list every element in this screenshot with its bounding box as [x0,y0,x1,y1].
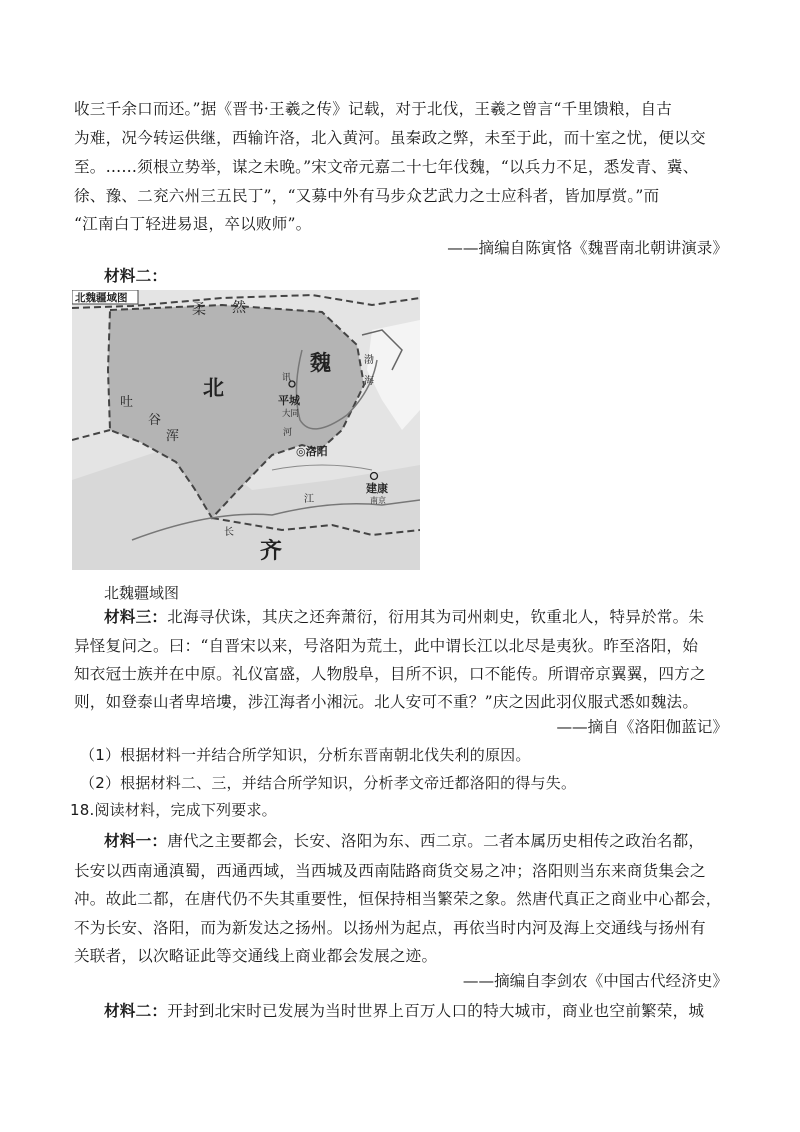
paragraph-line: “江南白丁轻进易退，卒以败师”。 [74,215,312,233]
paragraph-line: 冲。故此二都，在唐代仍不失其重要性，恒保持相当繁荣之象。然唐代真正之商业中心都会， [74,890,722,908]
paragraph-line [104,1001,704,1021]
label-tuyuhun-3: 浑 [166,429,180,444]
label-tuyuhun-1: 吐 [120,395,134,410]
map-caption: 北魏疆域图 [104,584,180,602]
source-citation: ——摘编自李剑农《中国古代经济史》 [462,972,728,990]
paragraph-line: 收三千余口而还。”据《晋书·王羲之传》记载，对于北伐，王羲之曾言“千里馈粮，自古 [74,100,673,118]
map-title: 北魏疆域图 [75,292,128,304]
label-qi: 齐 [260,539,283,564]
material-text: 开封到北宋时已发展为当时世界上百万人口的特大城市，商业也空前繁荣，城 [167,1002,705,1020]
question-2: （2）根据材料二、三，并结合所学知识，分析孝文帝迁都洛阳的得与失。 [80,774,577,792]
label-he: 河 [283,428,293,438]
paragraph-line: 至。……须根立势举，谋之未晚。”宋文帝元嘉二十七年伐魏，“以兵力不足，悉发青、冀、 [74,158,699,176]
paragraph-line: 则，如登泰山者卑培塿，涉江海者小湘沅。北人安可不重？”庆之因此羽仪服式悉如魏法。 [74,693,699,711]
paragraph-line: 异怪复问之。曰：“自晋宋以来，号洛阳为荒土，此中谓长江以北尽是夷狄。昨至洛阳，始 [74,637,699,655]
paragraph-line [104,831,704,851]
paragraph-line [104,607,704,627]
label-bei: 北 [203,376,224,400]
paragraph-line: 徐、豫、二兖六州三五民丁”，“又募中外有马步众艺武力之士应科者，皆加厚赏。”而 [74,187,660,205]
label-jiankang: 建康 [366,482,388,495]
label-tuyuhun-2: 谷 [148,413,162,428]
label-bo: 渤 [364,355,374,366]
label-datong: 大同 [282,409,300,419]
label-hai: 海 [364,376,374,387]
material-text: 北海寻伏诛，其庆之还奔萧衍，衍用其为司州刺史，钦重北人，特异於常。朱 [167,608,705,626]
label-nanjing: 南京 [370,496,386,505]
label-rouran-1: 柔 [192,302,206,318]
material-text: 唐代之主要都会，长安、洛阳为东、西二京。二者本属历史相传之政治名都， [167,832,705,850]
source-citation: ——摘编自陈寅恪《魏晋南北朝讲演录》 [447,239,728,257]
question-1: （1）根据材料一并结合所学知识，分析东晋南朝北伐失利的原因。 [80,746,531,764]
label-luoyang: ◎洛阳 [296,445,328,458]
material-heading: 材料三： [104,607,168,626]
label-gan: 讯 [282,373,292,383]
label-rouran-2: 然 [232,300,246,316]
label-chang: 长 [224,527,234,538]
label-jiang: 江 [304,494,314,505]
question-18-title: 18.阅读材料，完成下列要求。 [70,801,277,819]
map-svg [72,290,420,570]
paragraph-line: 知衣冠士族并在中原。礼仪富盛，人物殷阜，目所不识，口不能传。所谓帝京翼翼，四方之 [74,665,706,683]
material-heading: 材料二： [104,1001,168,1020]
paragraph-line: 为难，况今转运供继，西输许洛，北入黄河。虽秦政之弊，未至于此，而十室之忧，便以交 [74,129,706,147]
paragraph-line: 长安以西南通滇蜀，西通西域，当西城及西南陆路商货交易之冲；洛阳则当东来商货集会之 [74,862,706,880]
source-citation: ——摘自《洛阳伽蓝记》 [556,718,728,736]
label-wei: 魏 [310,351,331,375]
material-heading: 材料二： [104,266,168,285]
paragraph-line: 关联者，以次略证此等交通线上商业都会发展之迹。 [74,947,438,965]
label-pingcheng: 平城 [278,394,300,407]
paragraph-line: 不为长安、洛阳，而为新发达之扬州。以扬州为起点，再依当时内河及海上交通线与扬州有 [74,919,706,937]
northern-wei-map [72,290,420,570]
material-heading: 材料一： [104,831,168,850]
